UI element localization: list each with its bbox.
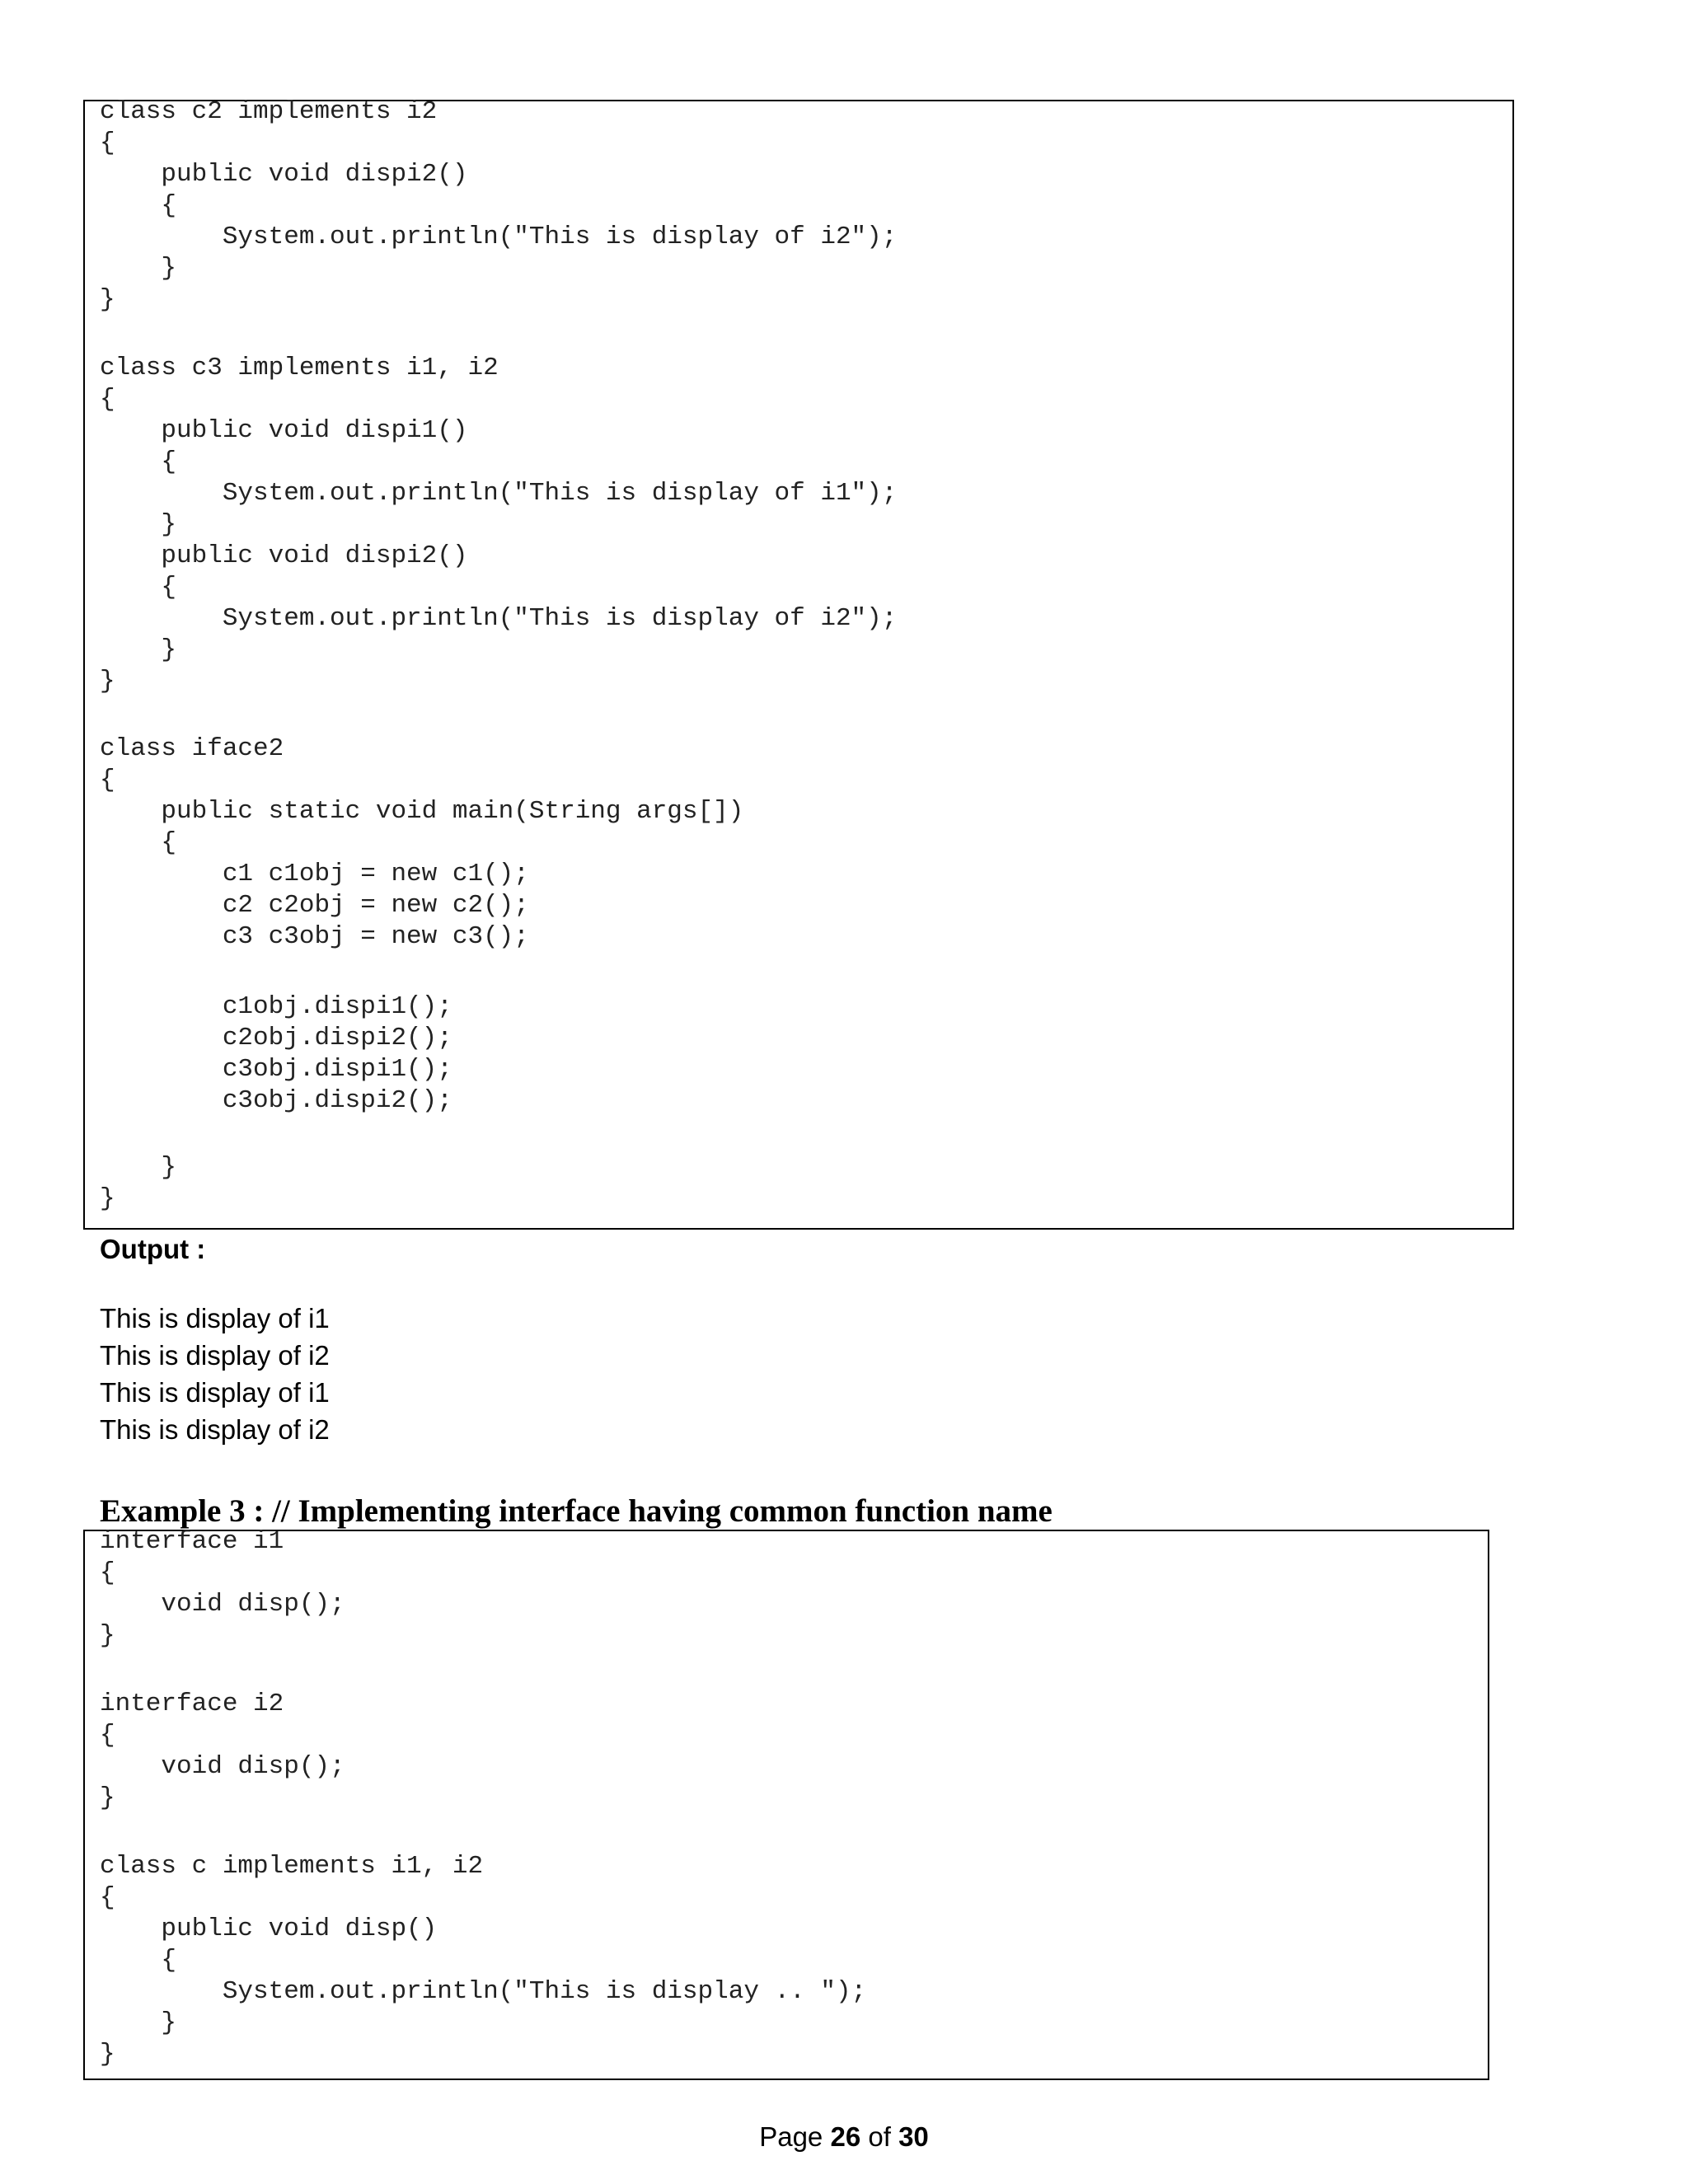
code-line: } bbox=[100, 635, 177, 664]
code-line: c3 c3obj = new c3(); bbox=[100, 922, 529, 951]
code-line: } bbox=[100, 1153, 177, 1182]
code-line: c1 c1obj = new c1(); bbox=[100, 860, 529, 888]
code-block-2 bbox=[83, 1527, 1489, 2080]
code-line: } bbox=[100, 510, 177, 539]
code-line: System.out.println("This is display of i1"); bbox=[100, 479, 898, 508]
output-line: This is display of i1 bbox=[100, 1377, 330, 1408]
code-line: c3obj.dispi2(); bbox=[100, 1086, 452, 1115]
footer-of-label: of bbox=[868, 2121, 891, 2152]
code-line: c2obj.dispi2(); bbox=[100, 1024, 452, 1052]
output-line: This is display of i1 bbox=[100, 1303, 330, 1333]
code-line: { bbox=[100, 1721, 115, 1750]
code-line: public void dispi1() bbox=[100, 416, 468, 445]
code-line: interface i2 bbox=[100, 1690, 284, 1718]
footer-page-label: Page bbox=[759, 2121, 823, 2152]
footer-page-current: 26 bbox=[830, 2121, 861, 2152]
page-footer bbox=[0, 2121, 1688, 2154]
code-line: class iface2 bbox=[100, 734, 284, 763]
code-line: { bbox=[100, 766, 115, 794]
code-line: System.out.println("This is display .. "); bbox=[100, 1977, 867, 2006]
code-line: class c2 implements i2 bbox=[100, 97, 438, 126]
code-line: } bbox=[100, 2040, 115, 2069]
code-line: c1obj.dispi1(); bbox=[100, 992, 452, 1021]
code-line: } bbox=[100, 285, 115, 314]
code-line: { bbox=[100, 1883, 115, 1912]
code-line: { bbox=[100, 191, 177, 220]
code-line: } bbox=[100, 254, 177, 283]
code-line: { bbox=[100, 385, 115, 414]
code-line: } bbox=[100, 1621, 115, 1650]
code-line: } bbox=[100, 1184, 115, 1213]
code-line: System.out.println("This is display of i2"); bbox=[100, 223, 898, 251]
code-line: public void dispi2() bbox=[100, 160, 468, 189]
code-line: { bbox=[100, 129, 115, 157]
code-line: { bbox=[100, 828, 177, 857]
code-line: public void dispi2() bbox=[100, 541, 468, 570]
output-line: This is display of i2 bbox=[100, 1340, 330, 1371]
code-line: { bbox=[100, 448, 177, 476]
code-line: } bbox=[100, 667, 115, 696]
code-line: } bbox=[100, 1783, 115, 1812]
output-line: This is display of i2 bbox=[100, 1414, 330, 1445]
output-heading: Output : bbox=[100, 1234, 206, 1264]
code-line: interface i1 bbox=[100, 1527, 284, 1556]
footer-page-total: 30 bbox=[898, 2121, 929, 2152]
code-line: { bbox=[100, 1946, 177, 1975]
code-line: class c3 implements i1, i2 bbox=[100, 354, 499, 382]
code-line: void disp(); bbox=[100, 1752, 345, 1781]
code-line: { bbox=[100, 573, 177, 602]
code-line: public static void main(String args[]) bbox=[100, 797, 744, 826]
code-line: class c implements i1, i2 bbox=[100, 1852, 484, 1881]
code-line: System.out.println("This is display of i2"); bbox=[100, 604, 898, 633]
code-block-1 bbox=[83, 97, 1514, 1230]
example-3-heading: Example 3 : // Implementing interface having common function name bbox=[100, 1493, 1053, 1529]
code-line: c3obj.dispi1(); bbox=[100, 1055, 452, 1084]
code-line: } bbox=[100, 2008, 177, 2037]
code-line: void disp(); bbox=[100, 1590, 345, 1619]
code-line: public void disp() bbox=[100, 1915, 438, 1943]
code-line: c2 c2obj = new c2(); bbox=[100, 891, 529, 920]
code-line: { bbox=[100, 1558, 115, 1587]
